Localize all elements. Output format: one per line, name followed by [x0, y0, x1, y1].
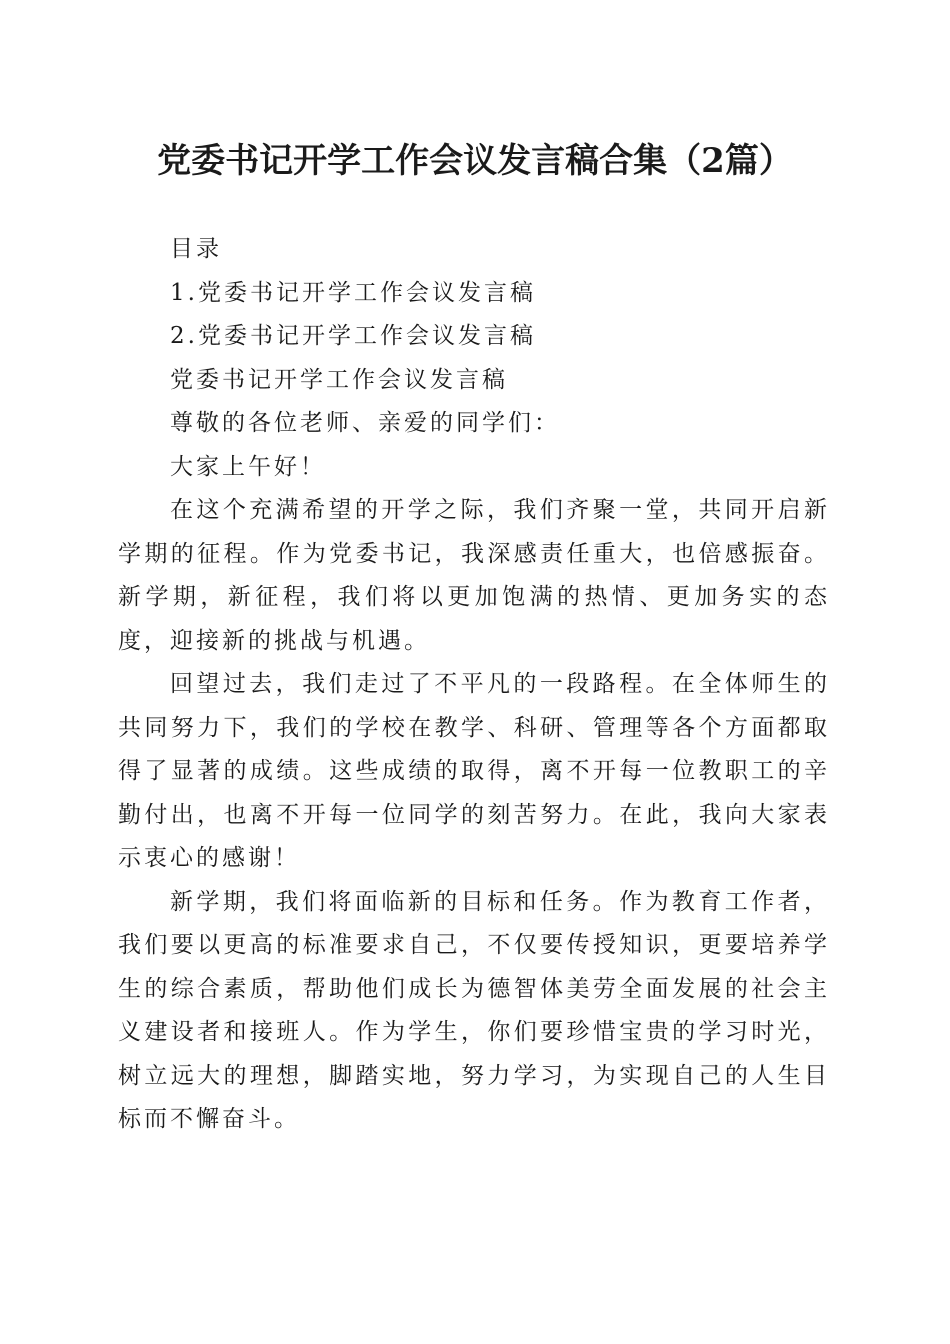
body-paragraph: 回望过去，我们走过了不平凡的一段路程。在全体师生的共同努力下，我们的学校在教学、科研、管理等各个方面都取得了显著的成绩。这些成绩的取得，离不开每一位教职工的辛勤付出，也离不开每一位同学的刻苦努力。在此，我向大家表示衷心的感谢！: [118, 671, 830, 871]
toc-item: 1.党委书记开学工作会议发言稿: [170, 279, 536, 306]
greeting: 大家上午好！: [170, 453, 326, 480]
toc-heading: 目录: [170, 236, 222, 262]
document-body: [118, 228, 830, 1142]
document-title: 党委书记开学工作会议发言稿合集（2篇）: [157, 141, 793, 181]
body-paragraph: 新学期，我们将面临新的目标和任务。作为教育工作者，我们要以更高的标准要求自己，不仅要传授知识，更要培养学生的综合素质，帮助他们成长为德智体美劳全面发展的社会主义建设者和接班人。作为学生，你们要珍惜宝贵的学习时光，树立远大的理想，脚踏实地，努力学习，为实现自己的人生目标而不懈奋斗。: [118, 888, 830, 1132]
salutation: 尊敬的各位老师、亲爱的同学们：: [170, 410, 560, 436]
body-paragraph: 在这个充满希望的开学之际，我们齐聚一堂，共同开启新学期的征程。作为党委书记，我深感责任重大，也倍感振奋。新学期，新征程，我们将以更加饱满的热情、更加务实的态度，迎接新的挑战与机遇。: [118, 497, 830, 654]
toc-item: 2.党委书记开学工作会议发言稿: [170, 323, 536, 349]
speech-title: 党委书记开学工作会议发言稿: [170, 366, 508, 393]
